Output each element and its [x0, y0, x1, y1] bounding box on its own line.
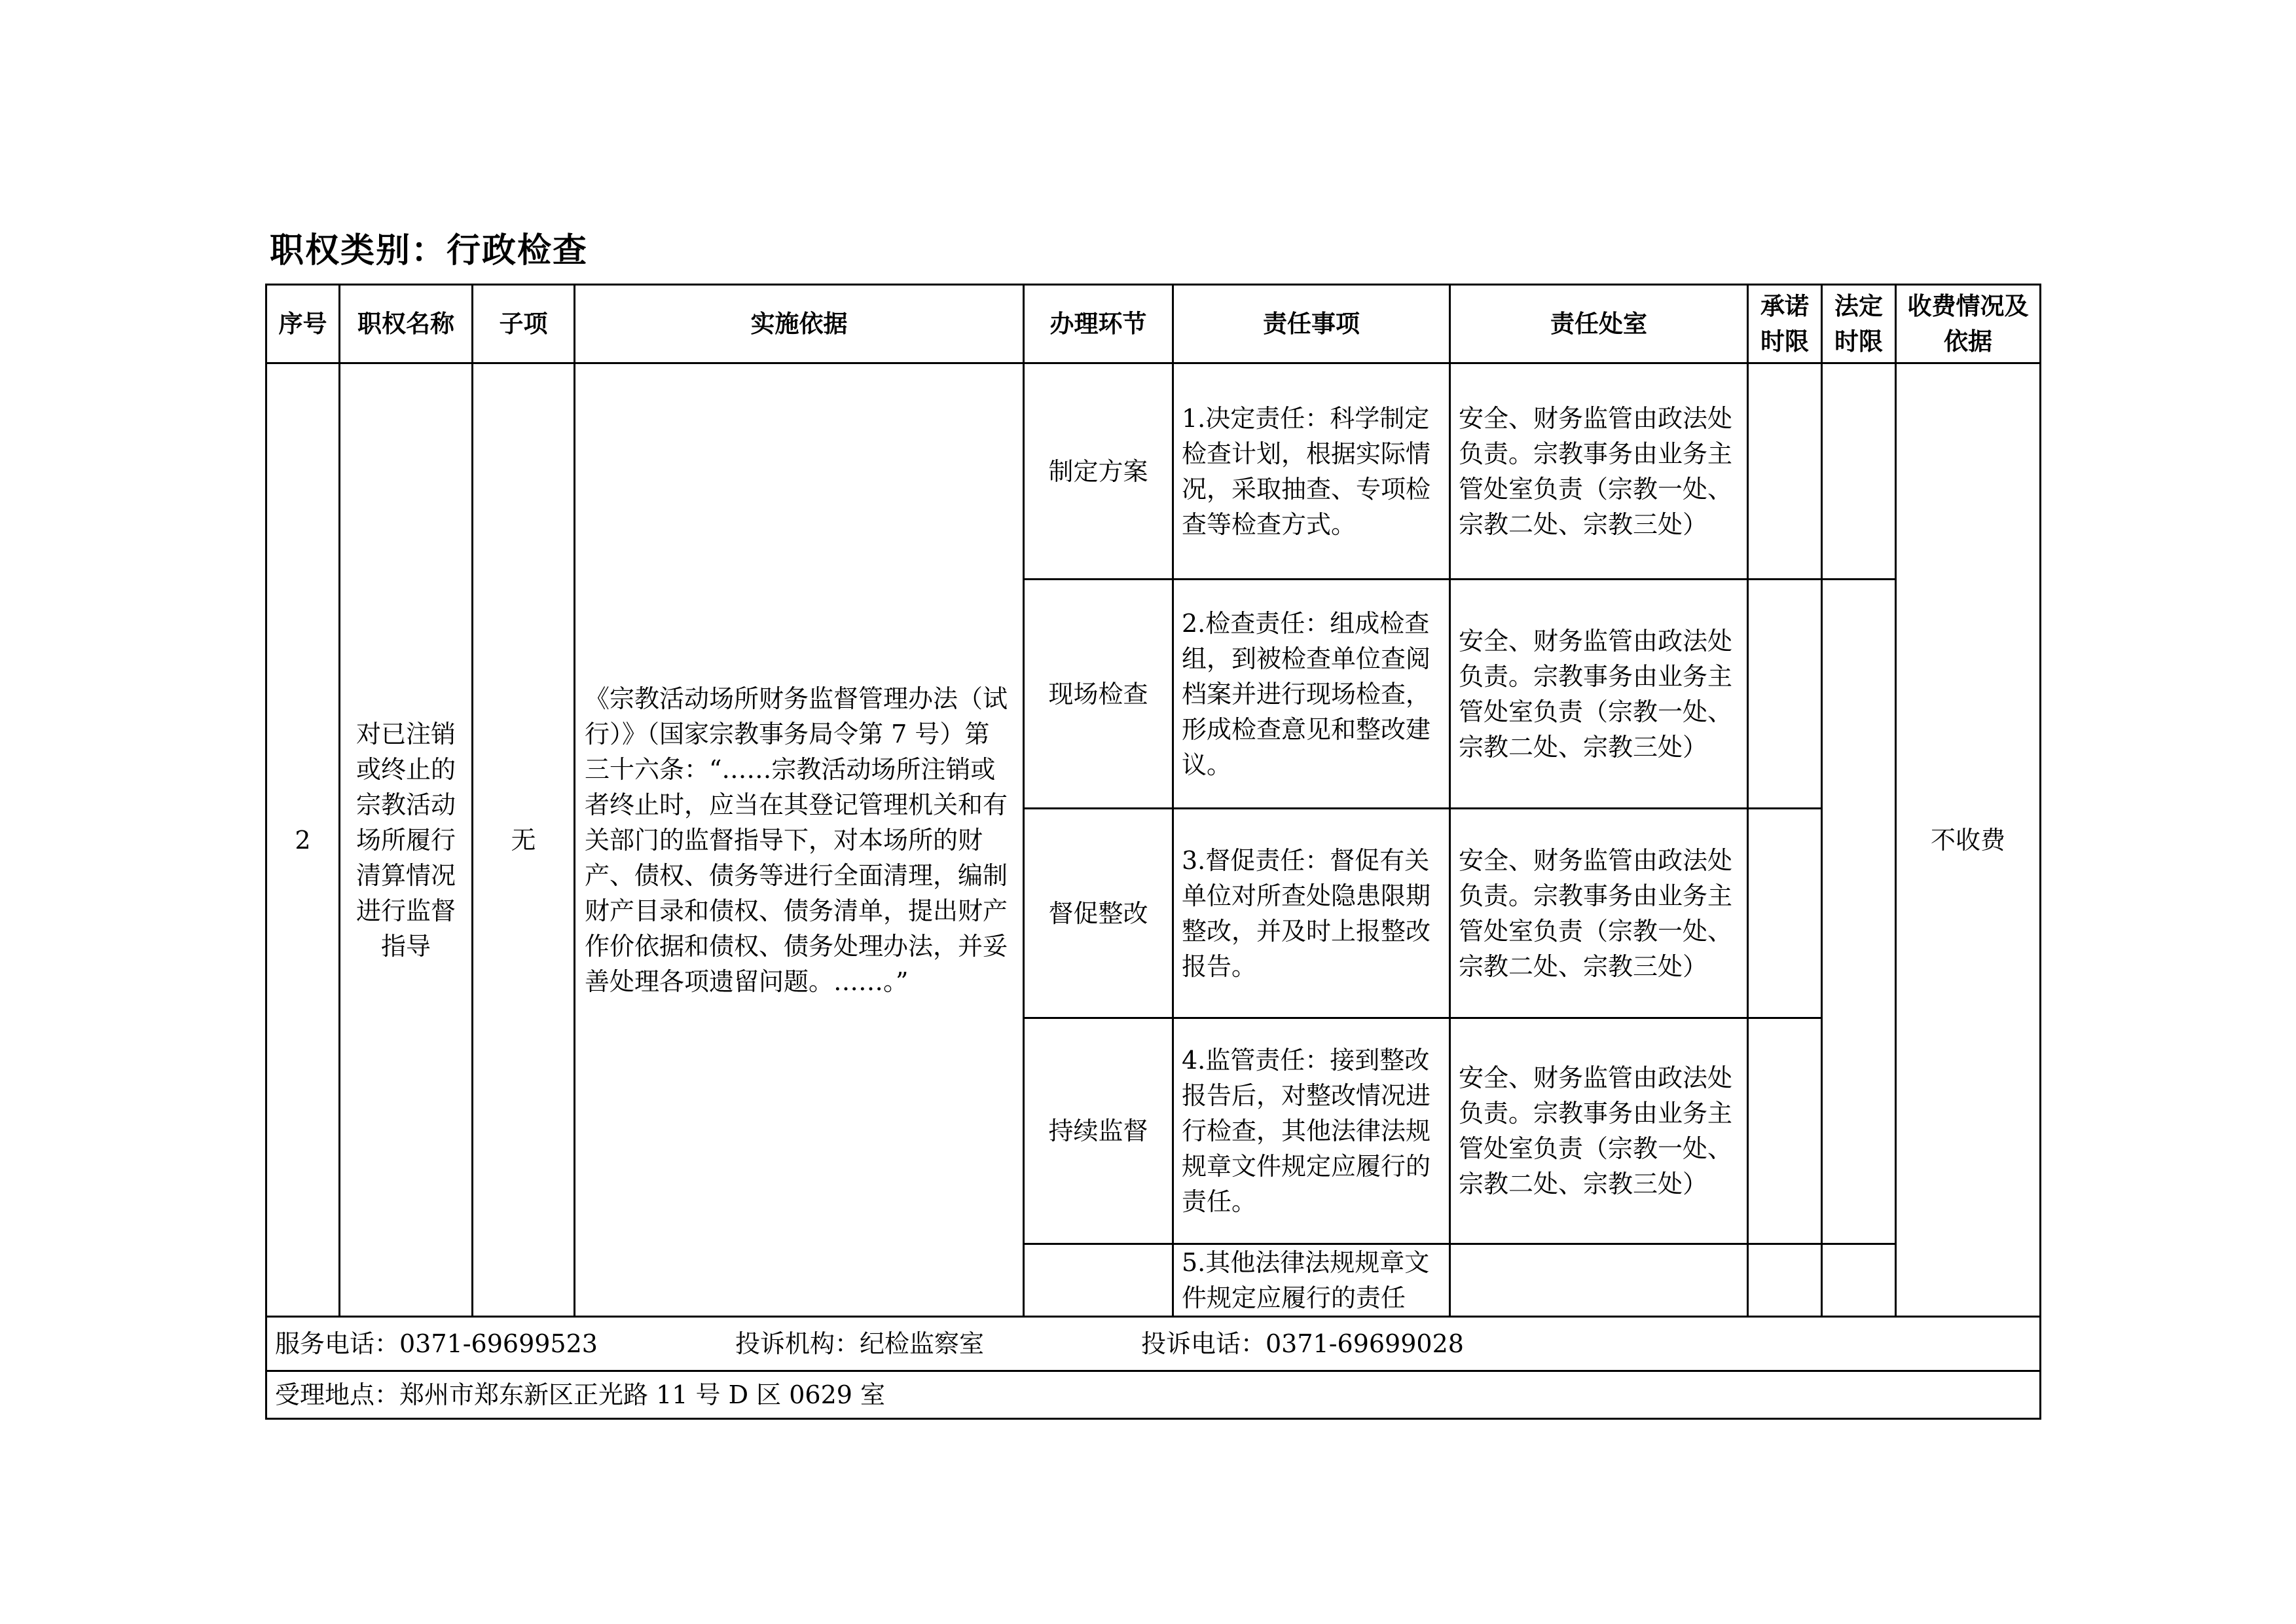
record-name: 对已注销或终止的宗教活动场所履行清算情况进行监督指导 — [340, 363, 473, 1317]
step-cell: 现场检查 — [1024, 580, 1173, 809]
record-sub: 无 — [473, 363, 575, 1317]
header-legal-time: 法定时限 — [1822, 285, 1896, 363]
promise-time-cell — [1748, 580, 1822, 809]
table-row — [266, 363, 2041, 580]
header-office: 责任处室 — [1450, 285, 1748, 363]
office-cell: 安全、财务监管由政法处负责。宗教事务由业务主管处室负责（宗教一处、宗教二处、宗教三处） — [1450, 363, 1748, 580]
office-cell — [1450, 1244, 1748, 1317]
header-step: 办理环节 — [1024, 285, 1173, 363]
office-cell: 安全、财务监管由政法处负责。宗教事务由业务主管处室负责（宗教一处、宗教二处、宗教三处） — [1450, 809, 1748, 1018]
promise-time-cell — [1748, 1244, 1822, 1317]
header-name: 职权名称 — [340, 285, 473, 363]
page-title: 职权类别：行政检查 — [270, 231, 589, 270]
legal-time-cell — [1822, 580, 1896, 1244]
record-fee: 不收费 — [1896, 363, 2041, 1317]
legal-time-cell — [1822, 363, 1896, 580]
step-cell: 督促整改 — [1024, 809, 1173, 1018]
step-cell: 制定方案 — [1024, 363, 1173, 580]
step-cell: 持续监督 — [1024, 1018, 1173, 1244]
header-seq: 序号 — [266, 285, 340, 363]
promise-time-cell — [1748, 809, 1822, 1018]
promise-time-cell — [1748, 363, 1822, 580]
responsibility-table — [265, 284, 2041, 1420]
complaint-phone: 投诉电话：0371-69699028 — [1140, 1329, 1464, 1358]
office-cell: 安全、财务监管由政法处负责。宗教事务由业务主管处室负责（宗教一处、宗教二处、宗教三处） — [1450, 580, 1748, 809]
service-phone: 服务电话：0371-69699523 — [275, 1329, 598, 1358]
promise-time-cell — [1748, 1018, 1822, 1244]
record-seq: 2 — [266, 363, 340, 1317]
header-row — [266, 285, 2041, 363]
footer-address-row — [266, 1371, 2041, 1419]
duty-cell: 2.检查责任：组成检查组，到被检查单位查阅档案并进行现场检查，形成检查意见和整改建议。 — [1173, 580, 1450, 809]
office-cell: 安全、财务监管由政法处负责。宗教事务由业务主管处室负责（宗教一处、宗教二处、宗教三处） — [1450, 1018, 1748, 1244]
header-promise-time: 承诺时限 — [1748, 285, 1822, 363]
header-duty: 责任事项 — [1173, 285, 1450, 363]
legal-time-cell — [1822, 1244, 1896, 1317]
record-basis: 《宗教活动场所财务监督管理办法（试行）》（国家宗教事务局令第 7 号）第三十六条：“……宗教活动场所注销或者终止时，应当在其登记管理机关和有关部门的监督指导下，对本场所的财产、债权、债务等进行全面清理，编制财产目录和债权、债务清单，提出财产作价依据和债权、债务处理办法，并妥善处理各项遗留问题。……。” — [575, 363, 1024, 1317]
header-fee: 收费情况及依据 — [1896, 285, 2041, 363]
duty-cell: 3.督促责任：督促有关单位对所查处隐患限期整改，并及时上报整改报告。 — [1173, 809, 1450, 1018]
footer-contact-cell — [266, 1317, 2041, 1371]
complaint-org: 投诉机构：纪检监察室 — [735, 1329, 984, 1358]
footer-address: 受理地点：郑州市郑东新区正光路 11 号 D 区 0629 室 — [266, 1371, 2041, 1419]
header-basis: 实施依据 — [575, 285, 1024, 363]
step-cell — [1024, 1244, 1173, 1317]
duty-cell: 4.监管责任：接到整改报告后，对整改情况进行检查，其他法律法规规章文件规定应履行的责任。 — [1173, 1018, 1450, 1244]
footer-contact-row — [266, 1317, 2041, 1371]
header-sub: 子项 — [473, 285, 575, 363]
duty-cell: 5.其他法律法规规章文件规定应履行的责任 — [1173, 1244, 1450, 1317]
duty-cell: 1.决定责任：科学制定检查计划，根据实际情况，采取抽查、专项检查等检查方式。 — [1173, 363, 1450, 580]
